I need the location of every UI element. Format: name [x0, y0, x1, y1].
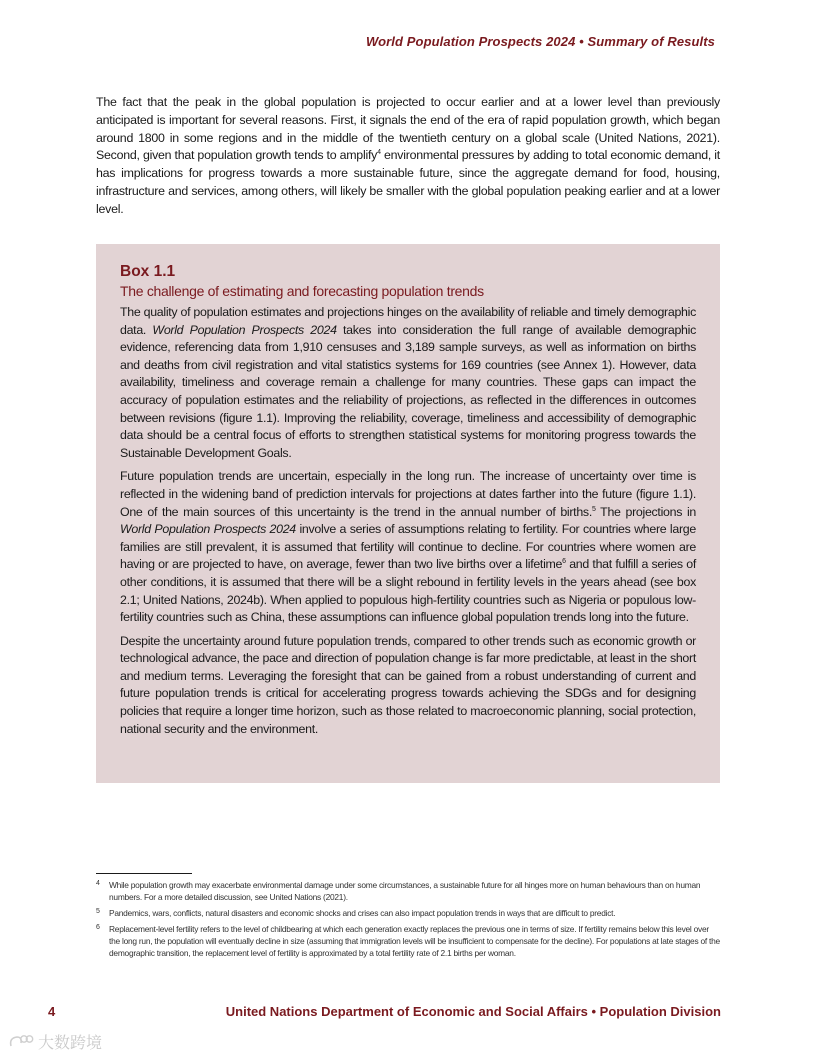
footnote-number: 6 — [96, 924, 100, 931]
footnote-text: Pandemics, wars, conflicts, natural disasters and economic shocks and crises can also impact population trends in ways that are difficult to predict. — [109, 908, 616, 918]
box-1-1 — [96, 244, 720, 783]
footnote-ref-4[interactable]: 4 — [377, 149, 381, 157]
footnote-ref-5[interactable]: 5 — [591, 505, 596, 513]
running-header: World Population Prospects 2024 • Summary of Results — [365, 34, 715, 49]
box-paragraph-1: The quality of population estimates and projections hinges on the availability of reliable and timely demographic data. World Population Prospects 2024 takes into consideration the full range of available demographic evidence, referencing data from 1,910 censuses and 3,189 sample surveys, as well as information on births and deaths from civil registration and vital statistics systems for 169 countries (see Annex 1). However, data availability, timeliness and coverage remain a challenge for many countries. These gaps can impact the accuracy of population estimates and the reliability of projections, as reflected in the differences in outcomes between revisions (figure 1.1). Improving the reliability, coverage, timeliness and accessibility of demographic data should be a central focus of efforts to strengthen statistical systems for monitoring progress towards the Sustainable Development Goals. — [120, 305, 696, 460]
footnote-number: 4 — [96, 880, 100, 887]
footnote-text: Replacement-level fertility refers to the level of childbearing at which each generation exactly replaces the previous one in terms of size. If fertility remains below this level over the long run, the population will eventually decline in size (assuming that immigration levels will be insufficient to compensate for the decline). For populations at late stages of the demographic transition, the replacement level of fertility is approximated by a total fertility rate of 2.1 births per woman. — [109, 924, 720, 958]
box-paragraph-3: Despite the uncertainty around future population trends, compared to other trends such as economic growth or technological advance, the pace and direction of population change is far more predictable, at least in the short and medium terms. Leveraging the foresight that can be gained from a robust understanding of current and future population trends is critical for accelerating progress towards achieving the SDGs and for designing policies that require a longer time horizon, such as those related to macroeconomic planning, social protection, national security and the environment. — [120, 633, 696, 736]
footnote-ref-6[interactable]: 6 — [562, 558, 566, 566]
footnote-divider — [96, 873, 192, 874]
box-title: Box 1.1 — [120, 263, 176, 280]
watermark-text: 大数跨境 — [38, 1033, 103, 1052]
intro-paragraph: The fact that the peak in the global population is projected to occur earlier and at a lower level than previously anticipated is important for several reasons. First, it signals the end of the era of rapid population growth, which began around 1800 in some regions and in the middle of the twentieth century on a global scale (United Nations, 2021). Second, given that population growth tends to amplify$^4$ environmental pressures by adding to total economic demand, it has implications for progress towards a more sustainable future, since the aggregate demand for food, housing, infrastructure and services, among others, will likely be smaller with the global population peaking earlier and at a lower level. — [96, 95, 720, 216]
footnote-5 — [96, 907, 720, 919]
watermark — [8, 1030, 102, 1053]
footnote-4 — [96, 879, 720, 903]
page-number: 4 — [48, 1004, 56, 1019]
footnote-6 — [96, 923, 720, 959]
box-paragraph-2: Future population trends are uncertain, especially in the long run. The increase of uncertainty over time is reflected in the widening band of prediction intervals for projections at dates farther into the future (figure 1.1). One of the main sources of this uncertainty is the trend in the annual number of births.$^5$ The projections in World Population Prospects 2024 involve a series of assumptions relating to fertility. For countries where large families are still prevalent, it is assumed that fertility will continue to decline. For countries where women are having or are projected to have, on average, fewer than two live births over a lifetime$^6$ and that fulfill a series of other conditions, it is assumed that there will be a slight rebound in fertility levels in the years ahead (see box 2.1; United Nations, 2024b). When applied to populous high-fertility countries such as Nigeria or populous low-fertility countries such as China, these assumptions can influence global population trends long into the future. — [120, 469, 696, 625]
footnote-text: While population growth may exacerbate environmental damage under some circumstances, a sustainable future for all hinges more on human behaviours than on human numbers. For a more detailed discussion, see United Nations (2021). — [109, 880, 701, 902]
footnotes — [96, 879, 720, 963]
footnote-number: 5 — [96, 908, 100, 915]
box-subtitle: The challenge of estimating and forecasting population trends — [120, 283, 484, 299]
running-footer: United Nations Department of Economic and Social Affairs • Population Division — [225, 1004, 721, 1019]
watermark-logo-icon — [8, 1033, 34, 1051]
